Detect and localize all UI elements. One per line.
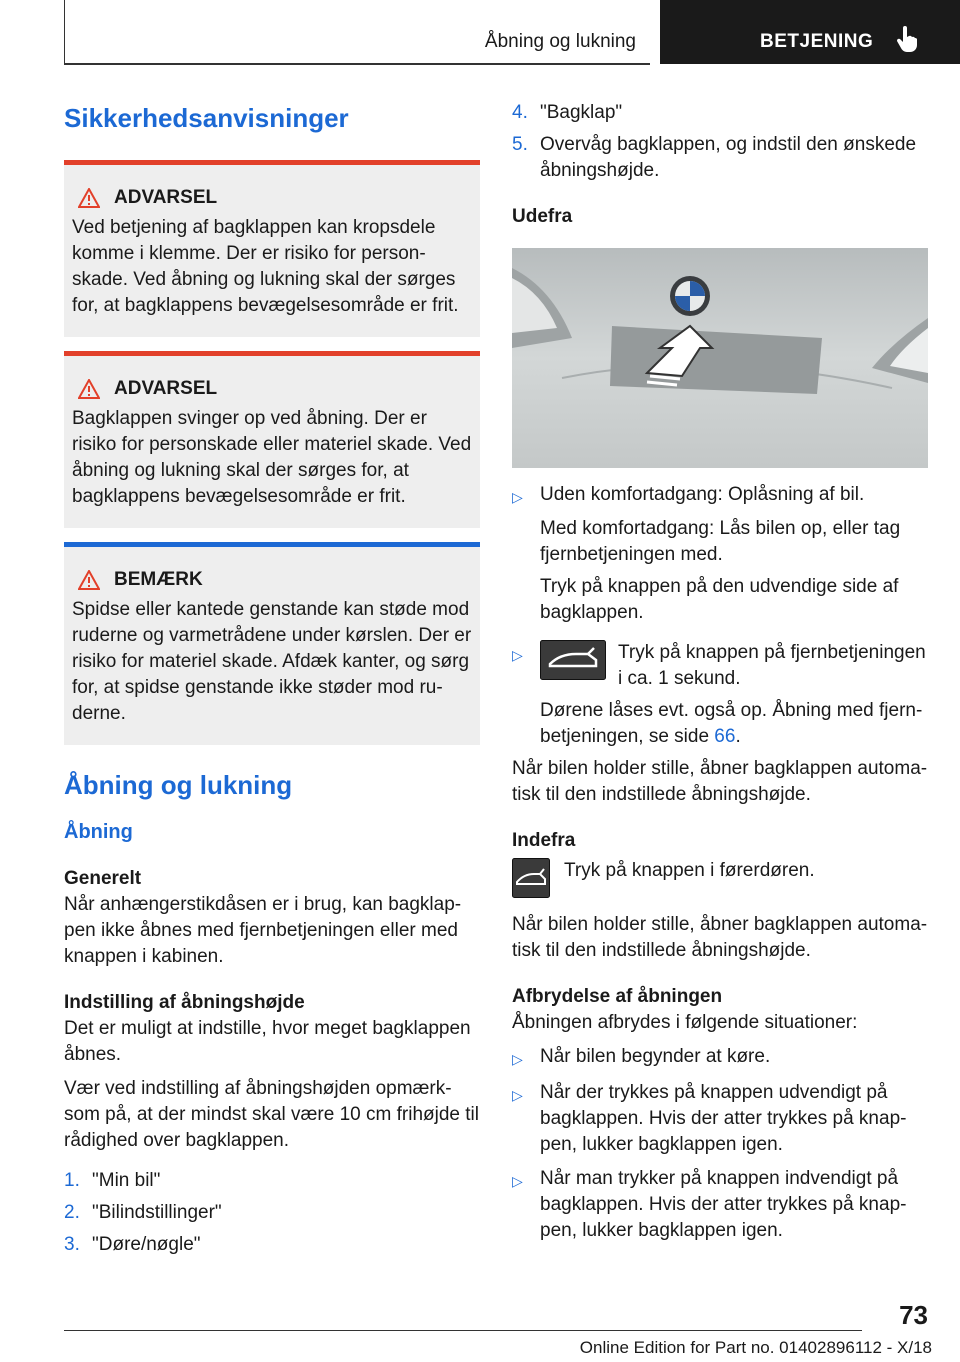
list-item: 4. "Bagklap" bbox=[512, 102, 623, 123]
setting-text: Det er muligt at indstille, hvor meget bagklappen åbnes. bbox=[64, 1018, 471, 1065]
general-text: Når anhængerstikdåsen er i brug, kan bagklappen ikke åbnes med fjernbetjeningen eller med knappen i kabinen. bbox=[64, 894, 462, 967]
warning-triangle-icon bbox=[78, 570, 100, 590]
remote-list bbox=[512, 640, 928, 692]
header-section-title: Åbning og lukning bbox=[484, 31, 636, 52]
warning-title: ADVARSEL bbox=[114, 378, 218, 399]
warning-box bbox=[64, 351, 480, 528]
tailgate-illustration bbox=[512, 248, 928, 468]
left-column bbox=[64, 100, 480, 1258]
interrupt-text: Åbningen afbrydes i følgende situationer: bbox=[512, 1012, 858, 1033]
header-divider bbox=[64, 0, 65, 64]
footer-divider bbox=[64, 1330, 862, 1331]
warning-box bbox=[64, 160, 480, 337]
list-item: ▷ Når bilen begynder at køre. bbox=[512, 1044, 928, 1072]
steps-list bbox=[512, 100, 928, 184]
tailgate-photo bbox=[512, 248, 928, 468]
triangle-bullet-icon: ▷ bbox=[512, 647, 523, 663]
inside-text: Tryk på knappen i førerdøren. bbox=[564, 860, 815, 881]
warning-text: Ved betjening af bagklappen kan kropsdele komme i klemme. Der er risiko for personskade. Ved åbning og lukning skal der sørges for, at bagklappens bevægelsesområde er frit. bbox=[72, 217, 459, 316]
triangle-bullet-icon: ▷ bbox=[512, 489, 523, 505]
list-item: ▷ Når man trykker på knappen indvendigt på bagklappen. Hvis der atter trykkes på knappen, lukker bagklappen igen. bbox=[512, 1166, 928, 1244]
auto-text: Når bilen holder stille, åbner bagklappen automatisk til den indstillede åbningshøjde. bbox=[512, 758, 928, 805]
page-number: 73 bbox=[899, 1300, 928, 1330]
list-item: 1. "Min bil" bbox=[64, 1170, 161, 1191]
page-link[interactable]: 66 bbox=[714, 726, 736, 747]
interrupt-list bbox=[512, 1044, 928, 1244]
outside-list bbox=[512, 482, 928, 510]
remote-subtext: Dørene låses evt. også op. Åbning med fjernbetjeningen, se side 66. bbox=[540, 700, 923, 747]
warning-text: Bagklappen svinger op ved åbning. Der er risiko for personskade eller materiel skade. Ved åbning og lukning skal der sørges for, at bagklappens bevægelsesområde er frit. bbox=[72, 408, 472, 507]
page-title: Sikkerhedsanvisninger bbox=[64, 103, 349, 133]
list-item: ▷ Tryk på knappen på fjernbetjeningen i ca. 1 sekund. bbox=[512, 640, 928, 692]
tailgate-remote-button-icon bbox=[540, 640, 606, 680]
list-item: 3. "Døre/nøgle" bbox=[64, 1234, 201, 1255]
setting-heading: Indstilling af åbningshøjde bbox=[64, 992, 305, 1013]
interrupt-heading: Afbrydelse af åbningen bbox=[512, 986, 723, 1007]
setting-text: Vær ved indstilling af åbningshøjden opmærksom på, at der mindst skal være 10 cm frihøjde til rådighed over bagklappen. bbox=[64, 1078, 479, 1151]
outside-heading: Udefra bbox=[512, 206, 573, 227]
footer-edition: Online Edition for Part no. 01402896112 - X/18 bbox=[579, 1338, 932, 1357]
warning-title: ADVARSEL bbox=[114, 187, 218, 208]
list-item: ▷ Når der trykkes på knappen udvendigt på bagklappen. Hvis der atter trykkes på knappen, lukker bagklappen igen. bbox=[512, 1080, 928, 1158]
note-title: BEMÆRK bbox=[114, 569, 203, 590]
section-title: Åbning og lukning bbox=[64, 770, 293, 800]
chapter-tab[interactable] bbox=[660, 0, 960, 64]
header-underline bbox=[64, 63, 650, 65]
hand-pointer-icon bbox=[896, 26, 918, 52]
outside-subtext: Tryk på knappen på den udvendige side af bagklappen. bbox=[540, 576, 899, 623]
right-column bbox=[512, 100, 928, 1244]
inside-auto-text: Når bilen holder stille, åbner bagklappen automatisk til den indstillede åbningshøjde. bbox=[512, 914, 928, 961]
list-item: 2. "Bilindstillinger" bbox=[64, 1202, 222, 1223]
inside-row bbox=[512, 858, 928, 898]
warning-triangle-icon bbox=[78, 188, 100, 208]
tailgate-door-button-icon bbox=[512, 858, 550, 898]
steps-list bbox=[64, 1168, 480, 1258]
note-box bbox=[64, 542, 480, 745]
general-heading: Generelt bbox=[64, 868, 142, 889]
inside-heading: Indefra bbox=[512, 830, 576, 851]
outside-subtext: Med komfortadgang: Lås bilen op, eller tag fjernbetjeningen med. bbox=[540, 518, 901, 565]
subsection-title: Åbning bbox=[64, 821, 133, 843]
note-text: Spidse eller kantede genstande kan støde mod ruderne og varmetrådene under kørslen. Der er risiko for materiel skade. Afdæk kanter, og sørg for, at spidse genstande ikke støder mod ruderne. bbox=[72, 599, 472, 724]
list-item: ▷ Uden komfortadgang: Oplåsning af bil. bbox=[512, 482, 928, 510]
triangle-bullet-icon: ▷ bbox=[512, 1173, 523, 1189]
triangle-bullet-icon: ▷ bbox=[512, 1087, 523, 1103]
warning-triangle-icon bbox=[78, 379, 100, 399]
triangle-bullet-icon: ▷ bbox=[512, 1051, 523, 1067]
chapter-tab-label: BETJENING bbox=[760, 31, 874, 52]
list-item: 5. Overvåg bagklappen, og indstil den ønskede åbningshøjde. bbox=[512, 134, 917, 181]
